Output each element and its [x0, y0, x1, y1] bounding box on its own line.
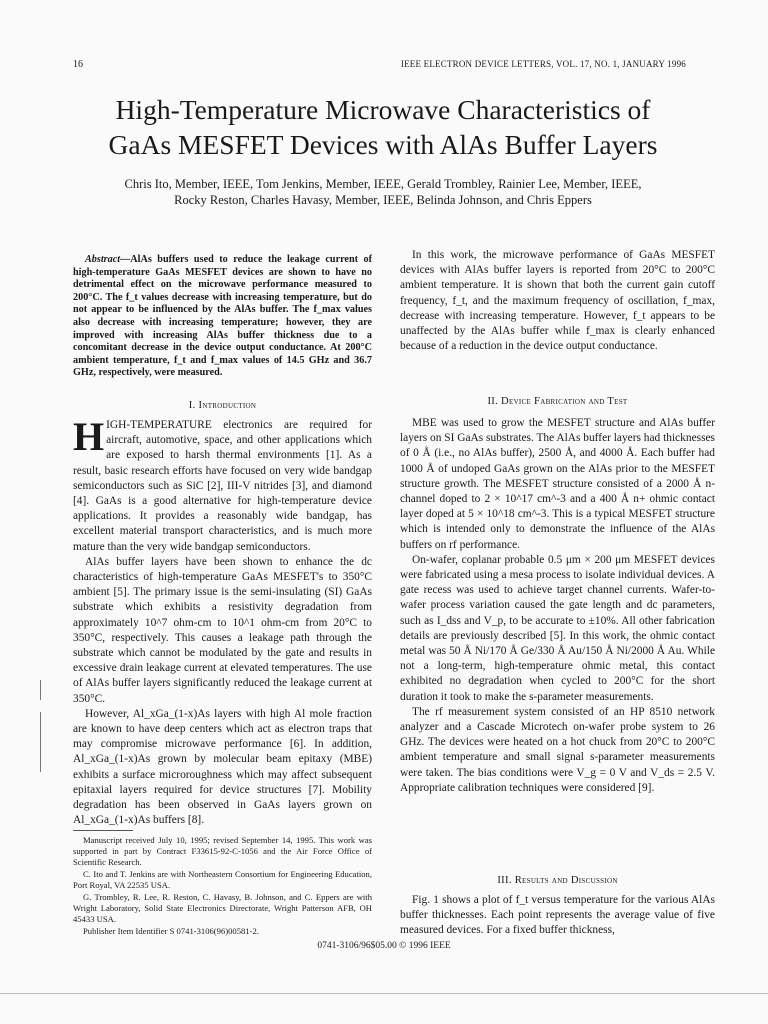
footnote-item: Publisher Item Identifier S 0741-3106(96)00581-2.	[83, 926, 259, 936]
copyright-code: 0741-3106/96$05.00 © 1996 IEEE	[317, 941, 451, 951]
drop-cap: H	[73, 414, 105, 459]
footnote-rule	[73, 830, 133, 831]
title-line-2: GaAs MESFET Devices with AlAs Buffer Layers	[108, 129, 658, 160]
footnotes	[73, 835, 372, 938]
authors-line-2: Rocky Reston, Charles Havasy, Member, IEEE, Belinda Johnson, and Chris Eppers	[174, 193, 592, 207]
abstract-label: Abstract—	[85, 254, 131, 265]
footnote-item: Manuscript received July 10, 1995; revised September 14, 1995. This work was supported in part by Contract F33615-92-C-1056 and the Air Force Office of Scientific Research.	[73, 835, 372, 867]
intro-paragraph-2: AlAs buffer layers have been shown to enhance the dc characteristics of high-temperature GaAs MESFET's to 350°C ambient [5]. The primary issue is the semi-insulating (SI) GaAs substrate which exhibits a resistivity degradation from approximately 10^7 ohm-cm to 10^1 ohm-cm from 20°C to 350°C, respectively. This causes a leakage path through the substrate which cannot be modulated by the gate and results in excessive drain leakage current at elevated temperatures. The use of AlAs buffer layers significantly reduced the leakage current at 350°C.	[73, 555, 372, 705]
section-heading-device-fabrication: II. Device Fabrication and Test	[487, 396, 628, 407]
intro-paragraph-3: However, Al_xGa_(1-x)As layers with high Al mole fraction are known to have deep centers which act as electron traps that may compromise microwave performance [6]. In addition, Al_xGa_(1-x)As grown by molecular beam epitaxy (MBE) exhibits a surface microroughness which may affect subsequent epitaxial layers required for device structures [7]. Mobility degradation has been observed in GaAs layers grown on Al_xGa_(1-x)As buffers [8].	[73, 707, 372, 827]
margin-mark	[40, 680, 41, 700]
section-heading-results: III. Results and Discussion	[497, 875, 618, 886]
abstract	[73, 254, 372, 380]
authors-line-1: Chris Ito, Member, IEEE, Tom Jenkins, Member, IEEE, Gerald Trombley, Rainier Lee, Member, IEEE,	[124, 177, 642, 191]
title-line-1: High-Temperature Microwave Characteristics of	[115, 94, 651, 125]
paragraph-on-wafer: On-wafer, coplanar probable 0.5 μm × 200 μm MESFET devices were fabricated using a mesa process to isolate individual devices. A gate recess was used to achieve target channel currents. Wafer-to-wafer process variation caused the gate length and dc parameters, such as I_dss and V_p, to be accurate to ±10%. All other fabrication details are previously described [5]. In this work, the ohmic contact metal was 50 Å Ni/170 Å Ge/330 Å Au/150 Å Ni/2000 Å Au. While not a long-term, high-temperature ohmic metal, this contact exhibited no degradation when cycled to 200°C for the short duration it took to make the s-parameter measurements.	[400, 553, 715, 703]
intro-paragraph-1-text: IGH-TEMPERATURE electronics are required for aircraft, automotive, space, and other applications which are exposed to harsh thermal environments [1]. As a result, basic research efforts have focused on very wide bandgap semiconductors such as SiC [2], III-V nitrides [3], and diamond [4]. GaAs is a good alternative for high-temperature device applications. It provides a reasonably wide bandgap, has excellent material transport characteristics, and is much more mature than the very wide bandgap semiconductors.	[73, 419, 372, 553]
footnote-item: G. Trombley, R. Lee, R. Reston, C. Havasy, B. Johnson, and C. Eppers are with Wright Laboratory, Solid State Electronics Directorate, Wright Patterson AFB, OH 45433 USA.	[73, 892, 372, 924]
footnote-item: C. Ito and T. Jenkins are with Northeastern Consortium for Engineering Education, Port Royal, VA 22535 USA.	[73, 869, 372, 890]
right-column-intro-end	[400, 248, 715, 354]
paragraph-this-work: In this work, the microwave performance of GaAs MESFET devices with AlAs buffer layers is reported from 20°C to 200°C ambient temperature. It is shown that both the current gain cutoff frequency, f_t, and the maximum frequency of oscillation, f_max, decrease with increasing temperature. However, f_t appears to be unaffected by the AlAs buffer while f_max is clearly enhanced because of a reduction in the device output conductance.	[400, 249, 715, 353]
running-header: IEEE ELECTRON DEVICE LETTERS, VOL. 17, NO. 1, JANUARY 1996	[400, 59, 686, 69]
device-fabrication-body	[400, 416, 715, 796]
paragraph-rf-measurement: The rf measurement system consisted of an HP 8510 network analyzer and a Cascade Microtech on-wafer probe system to 26 GHz. The devices were heated on a hot chuck from 20°C to 200°C ambient temperature and small signal s-parameter measurements were taken. The bias conditions were V_g = 0 V and V_ds = 2.5 V. Appropriate calibration techniques were considered [9].	[400, 705, 715, 794]
paper-title	[40, 92, 726, 162]
page-number: 16	[73, 59, 83, 70]
scan-edge	[0, 993, 768, 994]
introduction-body	[73, 414, 372, 828]
paragraph-mbe: MBE was used to grow the MESFET structure and AlAs buffer layers on SI GaAs substrates. The AlAs buffer layers had thicknesses of 0 Å (i.e., no AlAs buffer), 2500 Å, and 4000 Å. Each buffer had 1000 Å of undoped GaAs grown on the AlAs prior to the MESFET structure growth. The MESFET structure consisted of a 2000 Å n-channel doped to 2 × 10^17 cm^-3 and a 400 Å n+ ohmic contact layer doped at 5 × 10^18 cm^-3. This is a typical MESFET structure which is intended only to demonstrate the influence of the AlAs buffers on rf performance.	[400, 417, 715, 551]
results-body	[400, 893, 715, 939]
paragraph-fig1: Fig. 1 shows a plot of f_t versus temperature for the various AlAs buffer thicknesses. Each point represents the average value of five measured devices. For a fixed buffer thickness,	[400, 894, 715, 937]
section-heading-introduction: I. Introduction	[188, 400, 257, 411]
abstract-text: AlAs buffers used to reduce the leakage current of high-temperature GaAs MESFET devices are shown to have no detrimental effect on the microwave performance measured to 200°C. The f_t values decrease with increasing temperature, but do not appear to be influenced by the AlAs buffer. The f_max values also decrease with increasing temperature; however, they are improved with increasing AlAs buffer thickness due to a concomitant decrease in the device output conductance. At 200°C ambient temperature, f_t and f_max values of 14.5 GHz and 36.7 GHz, respectively, were measured.	[73, 254, 372, 379]
intro-paragraph-1	[73, 414, 372, 555]
author-list	[60, 176, 706, 208]
margin-mark	[40, 712, 41, 772]
